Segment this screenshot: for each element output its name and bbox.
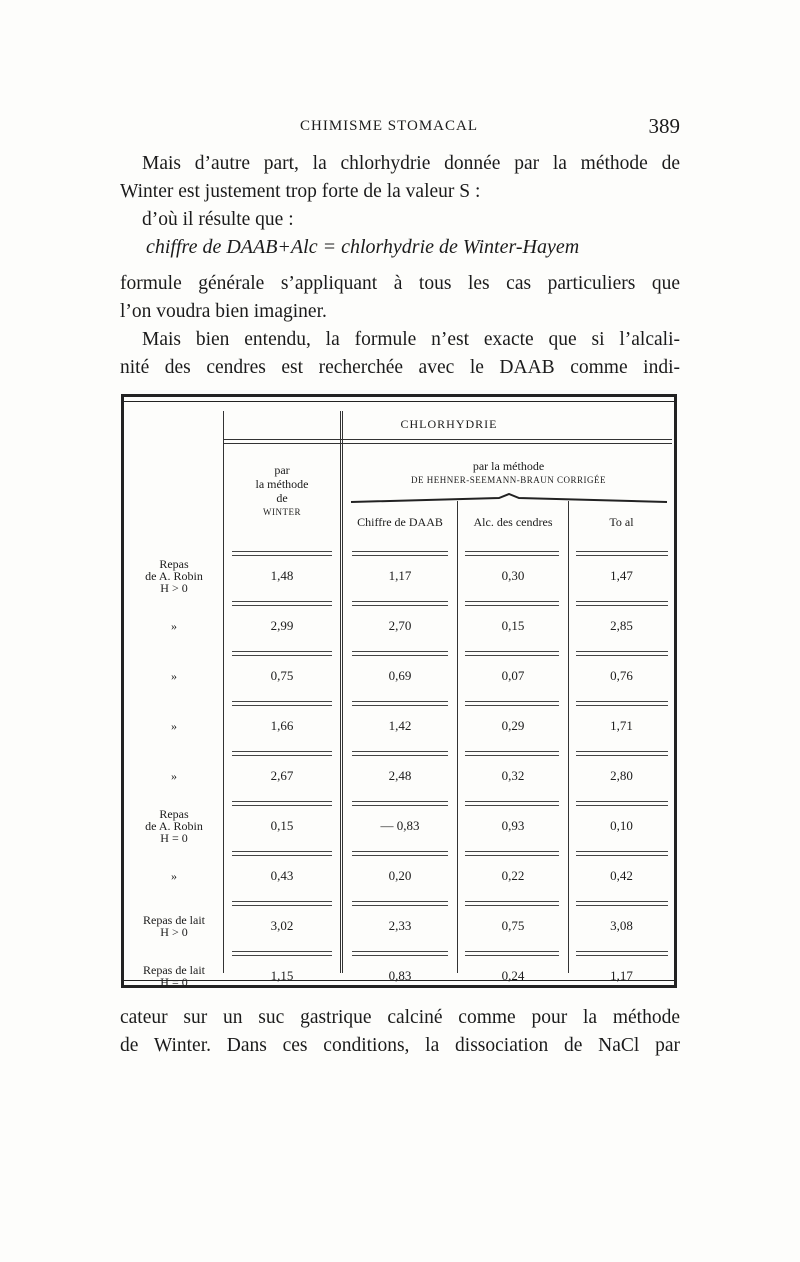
- paragraph-1: [120, 150, 680, 234]
- row-label-line: Repas: [159, 557, 189, 571]
- cell-total: 0,76: [610, 668, 633, 683]
- header-hehner-line: DE HEHNER-SEEMANN-BRAUN CORRIGÉE: [411, 475, 606, 485]
- cell-total: 1,47: [610, 568, 633, 583]
- cell-winter: 1,15: [270, 968, 294, 983]
- cell-alc: 0,15: [501, 618, 525, 633]
- cell-daab: 2,48: [388, 768, 412, 783]
- cell-alc: 0,32: [501, 768, 525, 783]
- header-rule: [224, 439, 672, 440]
- row-label: [126, 808, 222, 844]
- row-label: [126, 964, 222, 988]
- row-label-line: H > 0: [160, 925, 188, 939]
- text-line: d’où il résulte que :: [142, 209, 294, 230]
- cell-daab: 1,17: [388, 568, 412, 583]
- running-head: [120, 114, 680, 144]
- text-line: Mais bien entendu, la formule n’est exacte que si l’alcali-: [142, 329, 680, 350]
- header-winter: [224, 463, 340, 519]
- column-header-alc: Alc. des cendres: [473, 515, 553, 529]
- cell-alc: 0,75: [501, 918, 525, 933]
- row-label-line: de A. Robin: [145, 569, 203, 583]
- row-label-line: Repas de lait: [143, 913, 205, 927]
- cell-winter: 1,48: [270, 568, 294, 583]
- header-winter-line: de: [276, 491, 288, 505]
- row-label: [126, 870, 222, 882]
- row-label-line: »: [171, 669, 177, 683]
- header-rule: [224, 443, 672, 444]
- row-label-line: »: [171, 869, 177, 883]
- row-label: [126, 620, 222, 632]
- cell-alc: 0,24: [501, 968, 525, 983]
- cell-winter: 0,43: [270, 868, 294, 883]
- page-number: 389: [648, 114, 680, 138]
- column-divider: [340, 411, 343, 973]
- cell-winter: 2,99: [270, 618, 294, 633]
- cell-daab: 2,70: [388, 618, 412, 633]
- cell-winter: 3,02: [270, 918, 294, 933]
- row-label: [126, 558, 222, 594]
- cell-daab: 2,33: [388, 918, 412, 933]
- cell-total: 3,08: [610, 918, 633, 933]
- cell-winter: 2,67: [270, 768, 294, 783]
- cell-daab: 0,83: [388, 968, 412, 983]
- text-line: de Winter. Dans ces conditions, la dissociation de NaCl par: [120, 1035, 680, 1056]
- row-label: [126, 720, 222, 732]
- row-label: [126, 670, 222, 682]
- cell-winter: 1,66: [270, 718, 294, 733]
- header-winter-line: la méthode: [255, 477, 309, 491]
- text-line: Winter est justement trop forte de la valeur S :: [120, 181, 481, 202]
- header-hehner: [343, 459, 674, 487]
- chlorhydrie-table: [121, 394, 677, 988]
- cell-daab: 0,69: [388, 668, 412, 683]
- cell-alc: 0,93: [501, 818, 525, 833]
- row-label-line: Repas: [159, 807, 189, 821]
- cell-alc: 0,22: [501, 868, 525, 883]
- text-line: l’on voudra bien imaginer.: [120, 301, 327, 322]
- text-line: nité des cendres est recherchée avec le DAAB comme indi-: [120, 357, 680, 378]
- cell-winter: 0,15: [270, 818, 294, 833]
- text-line: cateur sur un suc gastrique calciné comme pour la méthode: [120, 1007, 680, 1028]
- header-winter-line: par: [274, 463, 290, 477]
- text-line: Mais d’autre part, la chlorhydrie donnée par la méthode de: [142, 153, 680, 174]
- row-label-line: de A. Robin: [145, 819, 203, 833]
- header-winter-line: WINTER: [263, 507, 301, 517]
- row-label-line: H = 0: [160, 975, 188, 989]
- cell-total: 1,71: [610, 718, 633, 733]
- text-line: formule générale s’appliquant à tous les cas particuliers que: [120, 273, 680, 294]
- row-label: [126, 770, 222, 782]
- brace-icon: [349, 493, 669, 505]
- header-hehner-line: par la méthode: [472, 459, 545, 473]
- cell-alc: 0,07: [501, 668, 525, 683]
- row-label-line: »: [171, 769, 177, 783]
- row-label-line: H > 0: [160, 581, 188, 595]
- paragraph-3: [120, 1004, 680, 1060]
- row-label-line: Repas de lait: [143, 963, 205, 977]
- cell-daab: — 0,83: [380, 818, 420, 833]
- cell-total: 2,85: [610, 618, 633, 633]
- cell-alc: 0,30: [501, 568, 525, 583]
- row-label-line: H = 0: [160, 831, 188, 845]
- column-header-daab: Chiffre de DAAB: [357, 515, 443, 529]
- header-chlorhydrie: CHLORHYDRIE: [400, 417, 498, 431]
- cell-total: 0,42: [610, 868, 633, 883]
- cell-total: 1,17: [610, 968, 633, 983]
- row-label-line: »: [171, 719, 177, 733]
- cell-daab: 1,42: [388, 718, 412, 733]
- paragraph-2: [120, 270, 680, 382]
- row-label: [126, 914, 222, 938]
- column-header-total: To al: [609, 515, 634, 529]
- formula: chiffre de DAAB+Alc = chlorhydrie de Winter-Hayem: [146, 236, 580, 258]
- cell-total: 0,10: [610, 818, 633, 833]
- cell-daab: 0,20: [388, 868, 412, 883]
- row-label-line: »: [171, 619, 177, 633]
- cell-total: 2,80: [610, 768, 633, 783]
- cell-winter: 0,75: [270, 668, 294, 683]
- running-title: CHIMISME STOMACAL: [300, 118, 478, 134]
- cell-alc: 0,29: [501, 718, 525, 733]
